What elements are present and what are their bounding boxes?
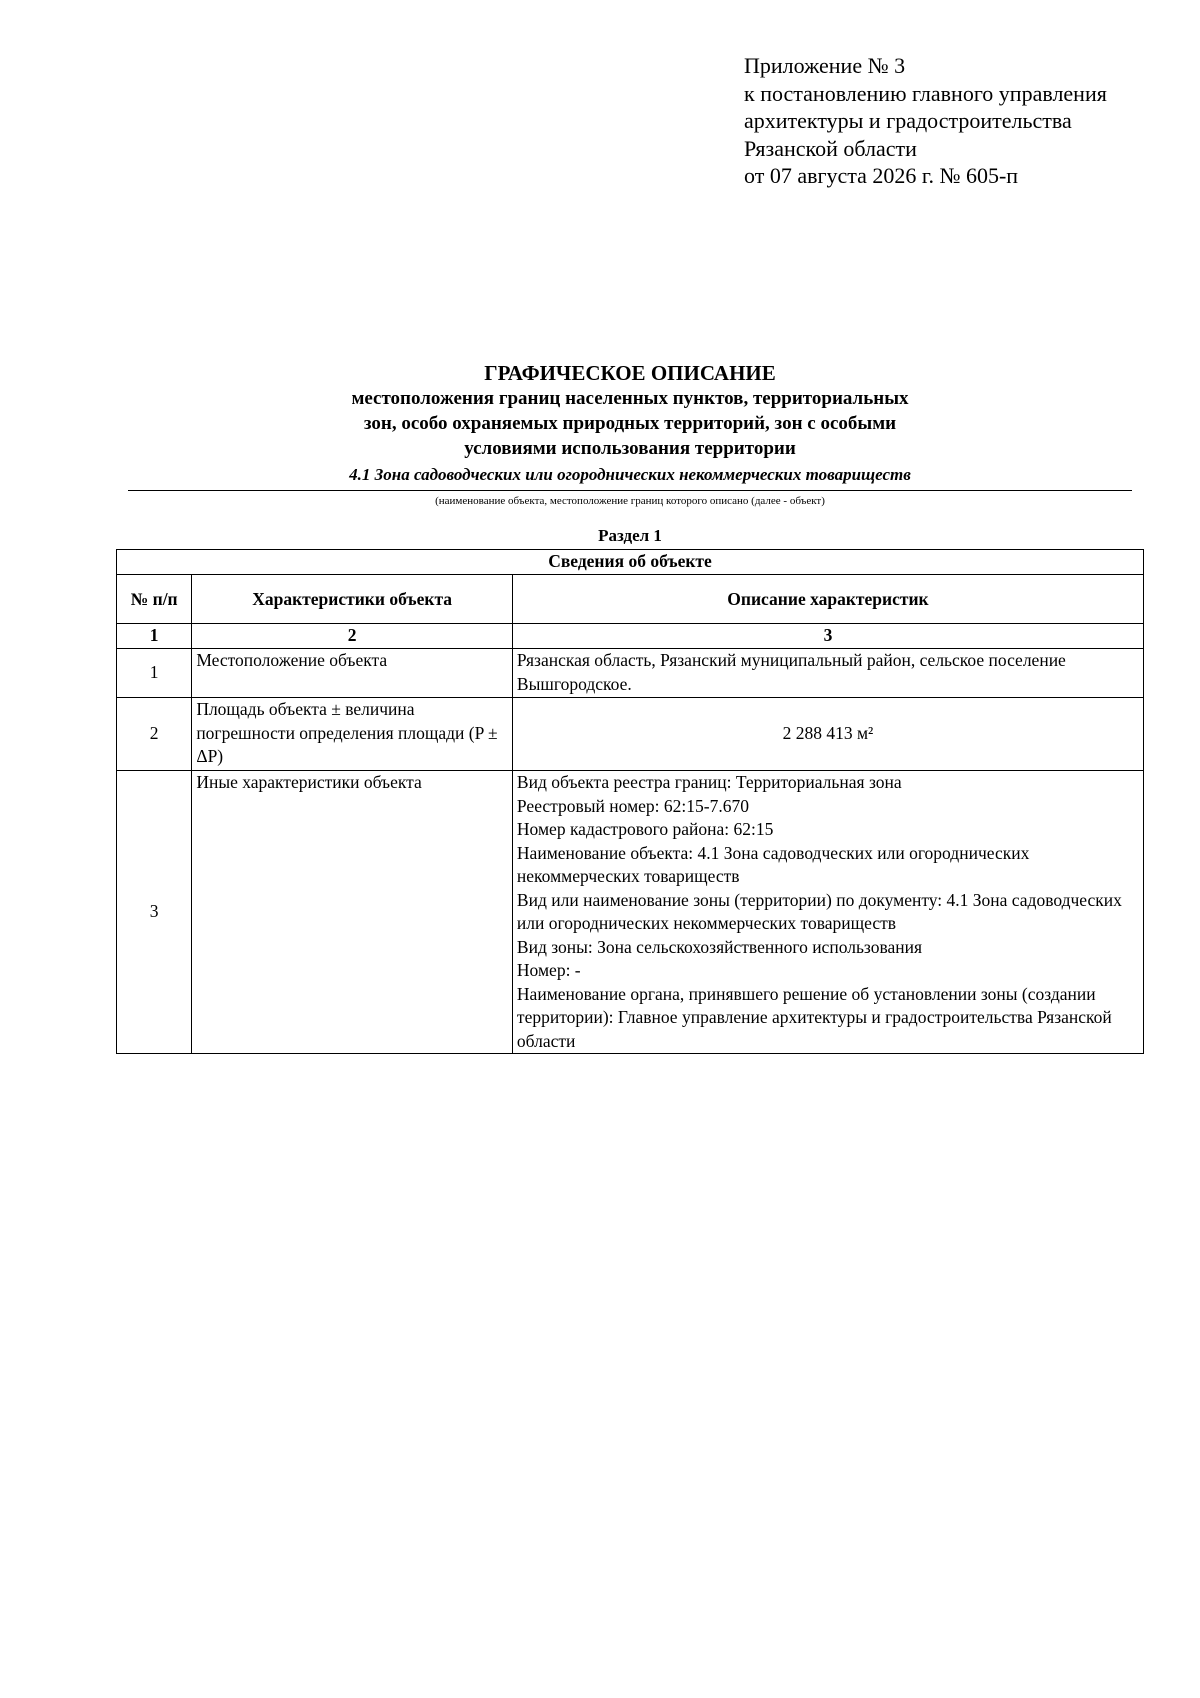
description-line: Наименование объекта: 4.1 Зона садоводческих или огороднических некоммерческих товариществ [516,842,1030,886]
row-characteristic: Местоположение объекта [192,649,513,698]
title-sub-line: зон, особо охраняемых природных территорий, зон с особыми [363,413,897,434]
header-num: № п/п [117,575,192,624]
index-cell: 3 [512,624,1143,649]
section-title: Раздел 1 [598,526,662,545]
row-num: 3 [117,771,192,1054]
object-name: 4.1 Зона садоводческих или огороднических некоммерческих товариществ [349,465,911,484]
appendix-header [744,52,1107,190]
table-row [117,771,1144,1054]
description-line: Наименование органа, принявшего решение об установлении зоны (создании территории): Главное управление архитектуры и градостроительства Рязанской области [516,983,1112,1051]
description-line: Номер кадастрового района: 62:15 [516,819,774,839]
description-line: Вид или наименование зоны (территории) по документу: 4.1 Зона садоводческих или огороднических некоммерческих товариществ [516,889,1122,933]
table-title-row [117,550,1144,575]
appendix-line: к постановлению главного управления [744,80,1107,106]
description-line: Реестровый номер: 62:15-7.670 [516,795,749,816]
row-description [512,771,1143,1054]
title-main: ГРАФИЧЕСКОЕ ОПИСАНИЕ [484,361,776,385]
description-line: Вид зоны: Зона сельскохозяйственного использования [516,936,923,957]
index-cell: 1 [117,624,192,649]
row-description: Рязанская область, Рязанский муниципальный район, сельское поселение Вышгородское. [512,649,1143,698]
row-characteristic: Иные характеристики объекта [192,771,513,1054]
document-title [0,360,1200,461]
object-underline [128,490,1132,491]
description-line: Вид объекта реестра границ: Территориальная зона [516,772,902,792]
row-num: 2 [117,698,192,771]
table-title: Сведения об объекте [117,550,1144,575]
object-caption: (наименование объекта, местоположение границ которого описано (далее - объект) [435,495,825,507]
description-line: Номер: - [516,960,581,980]
title-sub-line: условиями использования территории [464,438,796,459]
table-row [117,698,1144,771]
table-index-row [117,624,1144,649]
table-row [117,649,1144,698]
header-description: Описание характеристик [512,575,1143,624]
index-cell: 2 [192,624,513,649]
row-num: 1 [117,649,192,698]
title-sub-line: местоположения границ населенных пунктов, территориальных [351,388,909,409]
row-description: 2 288 413 м² [512,698,1143,771]
appendix-line: Приложение № 3 [744,53,906,78]
table-header-row [117,575,1144,624]
appendix-line: от 07 августа 2026 г. № 605-п [744,163,1019,188]
header-characteristic: Характеристики объекта [192,575,513,624]
object-info-table [116,549,1144,1054]
appendix-line: архитектуры и градостроительства [744,108,1072,133]
appendix-line: Рязанской области [744,135,917,161]
row-characteristic: Площадь объекта ± величина погрешности определения площади (P ± ΔP) [192,698,513,771]
